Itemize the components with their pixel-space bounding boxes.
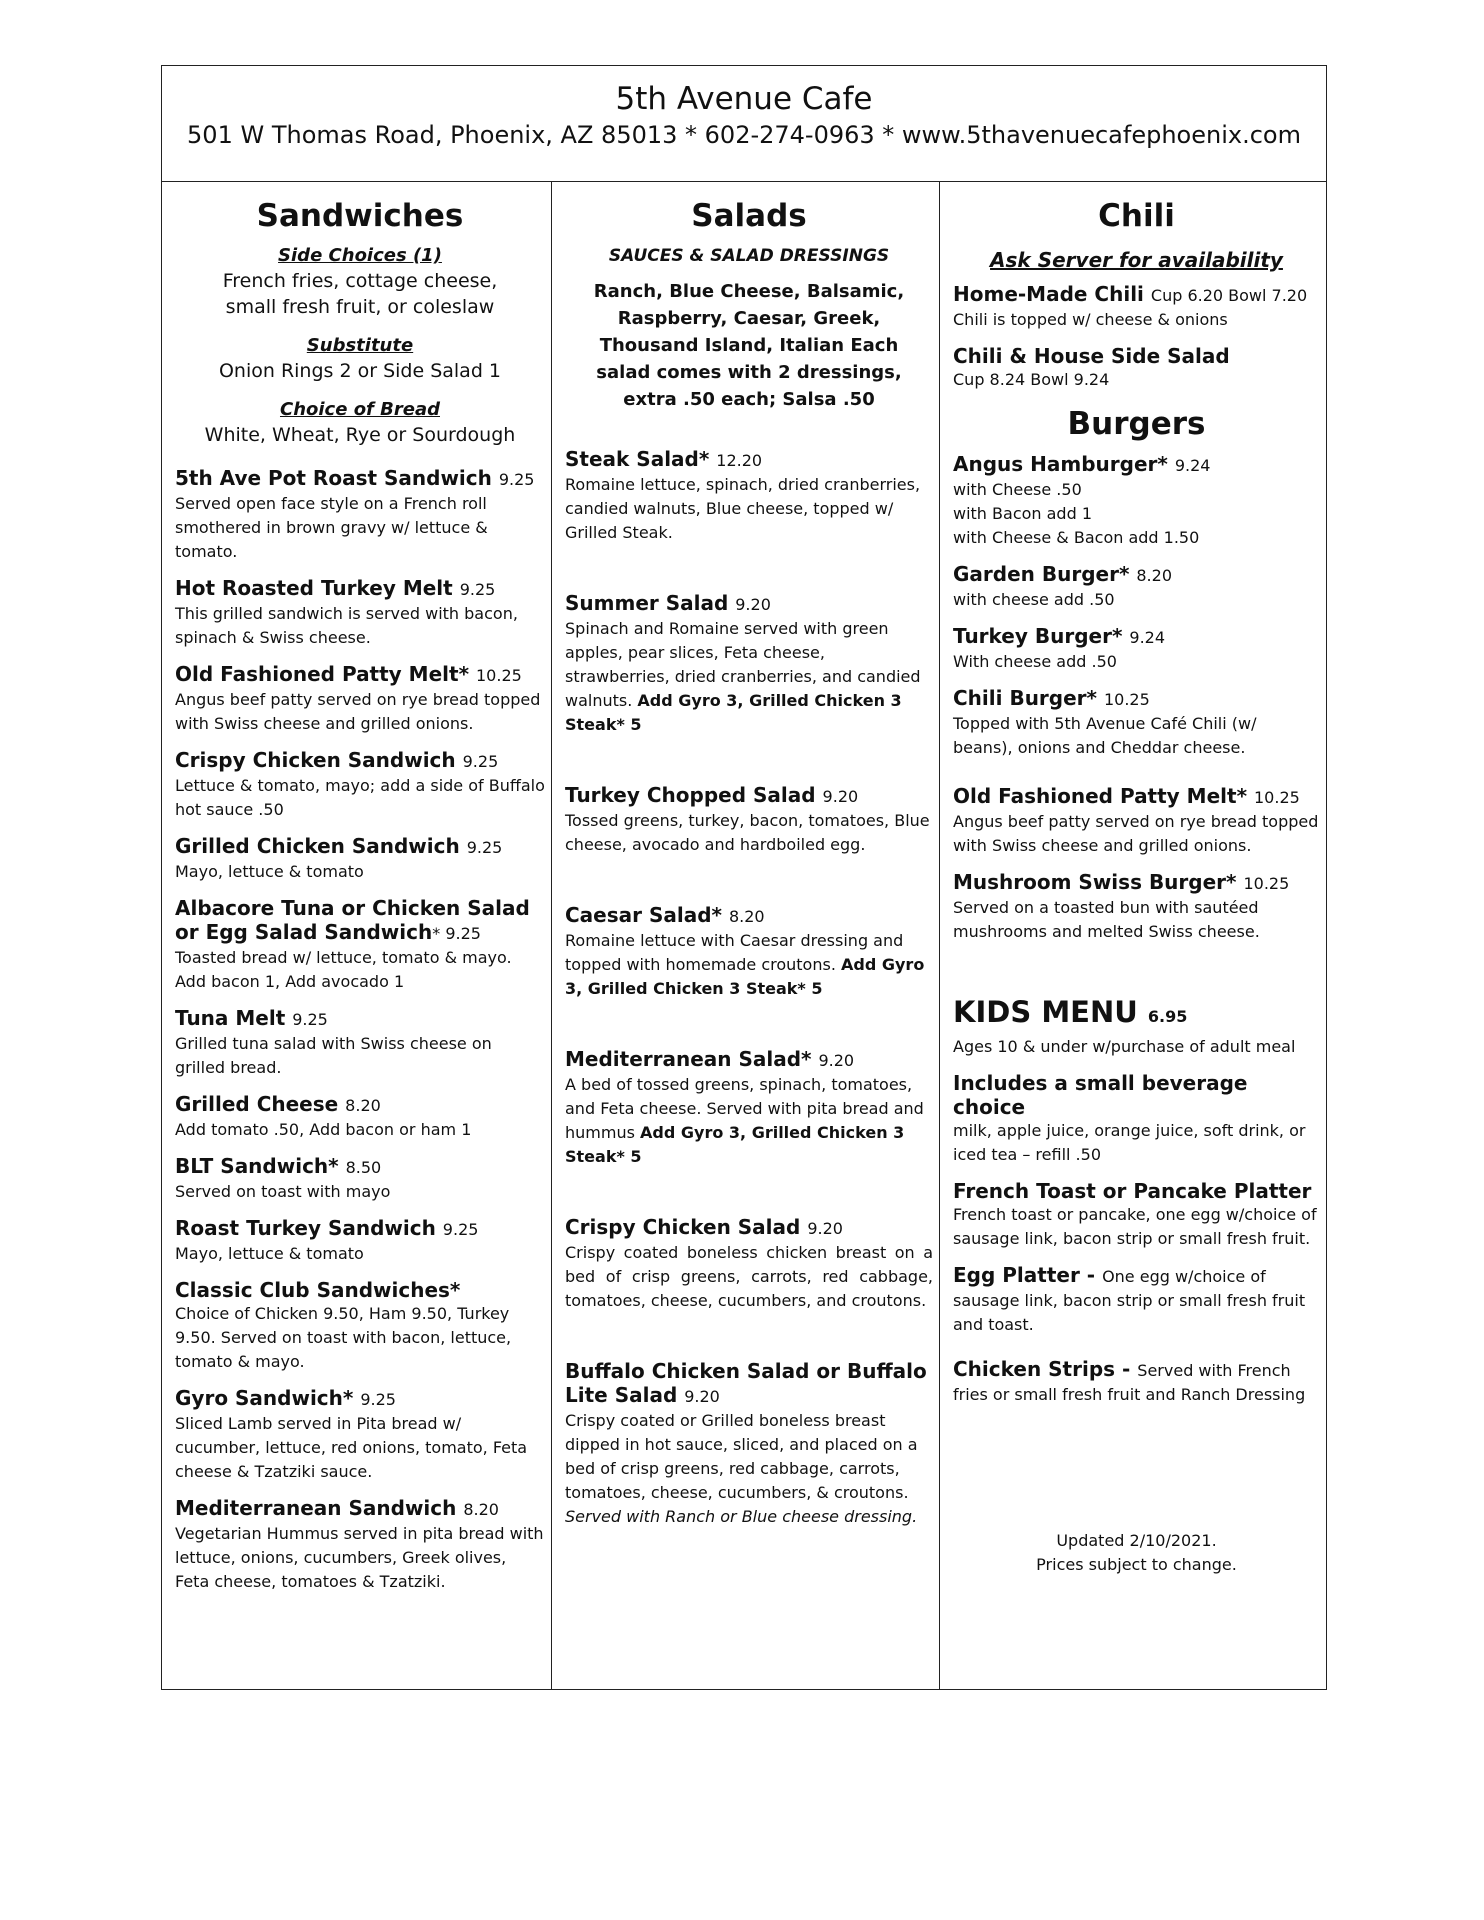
item-price: 10.25 — [1254, 788, 1300, 807]
item-note: Served with Ranch or Blue cheese dressing. — [565, 1507, 918, 1526]
item-price: 9.25 — [462, 752, 499, 771]
menu-item — [175, 834, 545, 884]
item-description: Chili is topped w/ cheese & onions — [953, 310, 1228, 329]
menu-item — [175, 896, 545, 994]
item-name: Garden Burger* — [953, 562, 1130, 586]
menu-item — [565, 447, 933, 545]
item-name: Albacore Tuna or Chicken Salad or Egg Salad Sandwich — [175, 896, 530, 944]
substitute — [175, 334, 545, 384]
item-price: * 9.25 — [432, 924, 481, 943]
item-name: Buffalo Chicken Salad or Buffalo Lite Salad — [565, 1359, 927, 1407]
menu-item — [953, 452, 1320, 550]
menu-item — [953, 624, 1320, 674]
menu-item — [565, 1215, 933, 1313]
item-name: 5th Ave Pot Roast Sandwich — [175, 466, 492, 490]
item-description: Served on a toasted bun with sautéed mushrooms and melted Swiss cheese. — [953, 898, 1260, 941]
item-description: Mayo, lettuce & tomato — [175, 862, 364, 881]
sandwiches-title: Sandwiches — [256, 198, 464, 234]
item-addons: Add Gyro 3, Grilled Chicken 3 Steak* 5 — [565, 1123, 905, 1166]
item-price: Cup 6.20 Bowl 7.20 — [1150, 286, 1308, 305]
item-name: Chicken Strips - — [953, 1357, 1131, 1381]
menu-item — [953, 1357, 1320, 1407]
item-description: Mayo, lettuce & tomato — [175, 1244, 364, 1263]
item-name: Gyro Sandwich* — [175, 1386, 354, 1410]
item-price: 8.20 — [463, 1500, 499, 1519]
item-name: Turkey Chopped Salad — [565, 783, 816, 807]
item-name: Caesar Salad* — [565, 903, 722, 927]
item-price: 10.25 — [476, 666, 522, 685]
item-description: Lettuce & tomato, mayo; add a side of Buffalo hot sauce .50 — [175, 776, 545, 819]
item-price: 8.20 — [728, 907, 765, 926]
item-price: 10.25 — [1103, 690, 1150, 709]
item-name: Turkey Burger* — [953, 624, 1123, 648]
item-name: Classic Club Sandwiches* — [175, 1278, 461, 1302]
substitute-heading: Substitute — [306, 335, 414, 356]
menu-item — [175, 1006, 545, 1080]
item-description: Cup 8.24 Bowl 9.24 — [953, 370, 1110, 389]
menu-item — [953, 784, 1320, 858]
menu-item — [953, 686, 1320, 760]
item-description: Grilled tuna salad with Swiss cheese on grilled bread. — [175, 1034, 492, 1077]
menu-item — [953, 870, 1320, 944]
item-name: Mediterranean Sandwich — [175, 1496, 457, 1520]
item-name: Home-Made Chili — [953, 282, 1144, 306]
item-price: 9.24 — [1129, 628, 1166, 647]
menu-item — [175, 466, 545, 564]
sandwiches-column — [162, 182, 552, 1689]
menu-item — [565, 783, 933, 857]
salads-title: Salads — [691, 198, 807, 234]
menu-item — [953, 562, 1320, 612]
item-name: Mushroom Swiss Burger* — [953, 870, 1237, 894]
item-inline-text: One egg w/choice of — [1102, 1267, 1266, 1286]
item-description: Served on toast with mayo — [175, 1182, 391, 1201]
menu-item — [953, 1263, 1320, 1337]
item-price: 9.25 — [360, 1390, 396, 1409]
item-name: Mediterranean Salad* — [565, 1047, 812, 1071]
item-description: Vegetarian Hummus served in pita bread with lettuce, onions, cucumbers, Greek olives, Feta cheese, tomatoes & Tzatziki. — [175, 1524, 544, 1591]
item-description: Romaine lettuce with Caesar dressing and topped with homemade croutons. — [565, 931, 904, 974]
side-choices — [175, 244, 545, 320]
dressings-heading: SAUCES & SALAD DRESSINGS — [608, 246, 890, 266]
item-description: fries or small fresh fruit and Ranch Dressing — [953, 1385, 1306, 1404]
item-description: Topped with 5th Avenue Café Chili (w/ beans), onions and Cheddar cheese. — [953, 714, 1257, 757]
menu-item — [175, 662, 545, 736]
item-name: Grilled Chicken Sandwich — [175, 834, 460, 858]
item-description: milk, apple juice, orange juice, soft drink, or iced tea – refill .50 — [953, 1121, 1306, 1164]
menu-item — [175, 1278, 545, 1374]
item-description: Sliced Lamb served in Pita bread w/ cucumber, lettuce, red onions, tomato, Feta cheese & Tzatziki sauce. — [175, 1414, 528, 1481]
item-description: Tossed greens, turkey, bacon, tomatoes, Blue cheese, avocado and hardboiled egg. — [565, 811, 930, 854]
item-addons: Add Gyro 3, Grilled Chicken 3 Steak* 5 — [565, 691, 902, 734]
item-inline-text: Served with French — [1137, 1361, 1291, 1380]
item-description: with Cheese .50 with Bacon add 1 with Cheese & Bacon add 1.50 — [953, 480, 1200, 547]
menu-item — [565, 903, 933, 1001]
chili-burgers-column — [940, 182, 1326, 1689]
dressings-text: Ranch, Blue Cheese, Balsamic, Raspberry, Caesar, Greek, Thousand Island, Italian Each salad comes with 2 dressings, extra .50 each; Salsa .50 — [593, 281, 905, 410]
menu-item — [175, 1386, 545, 1484]
footer-note — [953, 1529, 1320, 1577]
side-choices-heading: Side Choices (1) — [278, 245, 442, 266]
menu-item — [175, 1092, 545, 1142]
item-price: 9.25 — [459, 580, 496, 599]
menu-header — [162, 66, 1326, 182]
item-name: Chili & House Side Salad — [953, 344, 1230, 368]
menu-item — [175, 1216, 545, 1266]
item-description: sausage link, bacon strip or small fresh fruit and toast. — [953, 1291, 1306, 1334]
item-description: This grilled sandwich is served with bacon, spinach & Swiss cheese. — [175, 604, 518, 647]
item-price: 9.20 — [807, 1219, 843, 1238]
item-price: 9.24 — [1174, 456, 1211, 475]
item-name: Egg Platter - — [953, 1263, 1096, 1287]
item-name: Hot Roasted Turkey Melt — [175, 576, 453, 600]
item-price: 9.20 — [818, 1051, 855, 1070]
item-price: 12.20 — [716, 451, 763, 470]
item-price: 8.50 — [345, 1158, 382, 1177]
kids-menu-subtitle: Ages 10 & under w/purchase of adult meal — [953, 1037, 1296, 1056]
item-price: 9.20 — [684, 1387, 720, 1406]
item-description: Served open face style on a French roll smothered in brown gravy w/ lettuce & tomato. — [175, 494, 488, 561]
item-name: Summer Salad — [565, 591, 729, 615]
restaurant-address: 501 W Thomas Road, Phoenix, AZ 85013 * 602-274-0963 * www.5thavenuecafephoenix.com — [187, 121, 1301, 149]
side-choices-text: French fries, cottage cheese, small fresh fruit, or coleslaw — [222, 270, 498, 318]
item-price: 9.20 — [735, 595, 771, 614]
item-description: Add tomato .50, Add bacon or ham 1 — [175, 1120, 472, 1139]
menu-item — [953, 1179, 1320, 1251]
item-addons: Add Gyro 3, Grilled Chicken 3 Steak* 5 — [565, 955, 925, 998]
item-name: Grilled Cheese — [175, 1092, 339, 1116]
item-description: French toast or pancake, one egg w/choice of sausage link, bacon strip or small fresh fruit. — [953, 1205, 1317, 1248]
item-name: Crispy Chicken Sandwich — [175, 748, 456, 772]
item-price: 9.25 — [442, 1220, 479, 1239]
menu-item — [565, 591, 933, 737]
item-price: 8.20 — [1136, 566, 1172, 585]
item-name: French Toast or Pancake Platter — [953, 1179, 1312, 1203]
substitute-text: Onion Rings 2 or Side Salad 1 — [218, 360, 502, 382]
item-description: Toasted bread w/ lettuce, tomato & mayo. Add bacon 1, Add avocado 1 — [175, 948, 512, 991]
menu-item — [175, 748, 545, 822]
item-description: Romaine lettuce, spinach, dried cranberries, candied walnuts, Blue cheese, topped w/ Grilled Steak. — [565, 475, 921, 542]
menu-item — [565, 1359, 933, 1529]
item-name: Tuna Melt — [175, 1006, 286, 1030]
item-description: Choice of Chicken 9.50, Ham 9.50, Turkey 9.50. Served on toast with bacon, lettuce, tomato & mayo. — [175, 1304, 512, 1371]
item-name: Angus Hamburger* — [953, 452, 1168, 476]
bread-text: White, Wheat, Rye or Sourdough — [204, 424, 516, 446]
availability-note: Ask Server for availability — [990, 248, 1283, 272]
bread-heading: Choice of Bread — [279, 399, 440, 420]
menu-item — [565, 1047, 933, 1169]
item-price: 10.25 — [1243, 874, 1290, 893]
item-price: 9.25 — [292, 1010, 328, 1029]
item-price: 9.25 — [498, 470, 535, 489]
item-name: Roast Turkey Sandwich — [175, 1216, 436, 1240]
menu-item — [953, 344, 1320, 392]
menu-item — [953, 282, 1320, 332]
item-description: A bed of tossed greens, spinach, tomatoes, and Feta cheese. Served with pita bread and hummus — [565, 1075, 924, 1142]
salads-column — [552, 182, 940, 1689]
updated-date: Updated 2/10/2021. — [1056, 1531, 1217, 1550]
item-name: Includes a small beverage choice — [953, 1071, 1248, 1119]
item-name: BLT Sandwich* — [175, 1154, 339, 1178]
menu-item — [175, 576, 545, 650]
burgers-title: Burgers — [1067, 406, 1206, 442]
item-description: Angus beef patty served on rye bread topped with Swiss cheese and grilled onions. — [953, 812, 1319, 855]
item-name: Old Fashioned Patty Melt* — [953, 784, 1248, 808]
dressings — [565, 244, 933, 413]
item-name: Crispy Chicken Salad — [565, 1215, 801, 1239]
restaurant-name: 5th Avenue Cafe — [615, 81, 873, 117]
price-disclaimer: Prices subject to change. — [1036, 1555, 1237, 1574]
item-price: 8.20 — [345, 1096, 381, 1115]
kids-menu — [953, 994, 1320, 1059]
item-name: Steak Salad* — [565, 447, 710, 471]
menu-item — [953, 1071, 1320, 1167]
menu-frame — [161, 65, 1327, 1690]
item-name: Chili Burger* — [953, 686, 1097, 710]
kids-menu-price: 6.95 — [1147, 1007, 1188, 1026]
kids-menu-title: KIDS MENU — [953, 995, 1138, 1029]
item-description: With cheese add .50 — [953, 652, 1117, 671]
item-price: 9.25 — [466, 838, 503, 857]
item-description: Crispy coated or Grilled boneless breast dipped in hot sauce, sliced, and placed on a bed of crisp greens, red cabbage, carrots, tomatoes, cheese, cucumbers, & croutons. — [565, 1411, 918, 1502]
chili-title: Chili — [1098, 198, 1175, 234]
item-name: Old Fashioned Patty Melt* — [175, 662, 470, 686]
menu-item — [175, 1154, 545, 1204]
item-description: with cheese add .50 — [953, 590, 1115, 609]
item-description: Crispy coated boneless chicken breast on a bed of crisp greens, carrots, red cabbage, tomatoes, cheese, cucumbers, and croutons. — [565, 1243, 933, 1310]
bread-choice — [175, 398, 545, 448]
item-description: Angus beef patty served on rye bread topped with Swiss cheese and grilled onions. — [175, 690, 541, 733]
item-price: 9.20 — [822, 787, 859, 806]
menu-item — [175, 1496, 545, 1594]
item-description: Spinach and Romaine served with green apples, pear slices, Feta cheese, strawberries, dried cranberries, and candied walnuts. — [565, 619, 921, 710]
